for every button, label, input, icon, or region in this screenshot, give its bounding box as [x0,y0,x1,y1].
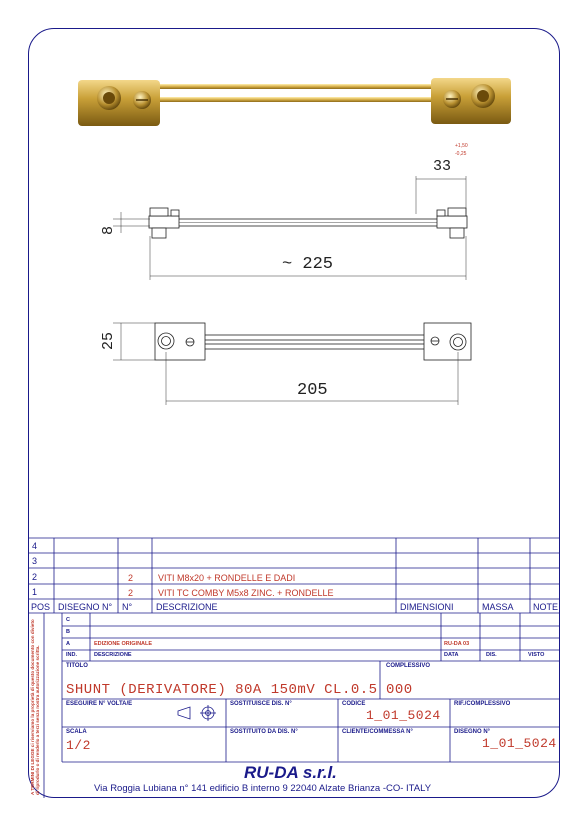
dim-33: 33 [433,158,452,175]
revision-header-desc: DESCRIZIONE [94,652,132,658]
codice-label: CODICE [342,701,366,707]
bom-row-1-desc: VITI TC COMBY M5x8 ZINC. + RONDELLE [158,588,334,598]
eseguire-label: ESEGUIRE N° VOLTA/E [66,701,133,707]
revision-a-desc: EDIZIONE ORIGINALE [94,641,153,647]
rif-complessivo-label: RIF./COMPLESSIVO [454,701,511,707]
revision-a-ref: RU-DA 03 [444,641,470,647]
sostituito-label: SOSTITUITO DA DIS. N° [230,729,298,735]
legal-note: A TERMINI DI LEGGE ci riserviamo la proprietà di questo documento con divieto di riprodurlo o di renderlo a terzi senza nostra autorizzazione scritta. [30,619,40,795]
disegno-value: 1_01_5024 [482,736,557,751]
revision-header-dis: DIS. [486,652,497,658]
bom-header-n: N° [122,602,133,612]
tolerance-plus: +1,50 [455,143,468,149]
revision-header-visto: VISTO [528,652,545,658]
bom-header-pos: POS [31,602,51,612]
dim-25: 25 [100,331,117,350]
bom-row-2-qty: 2 [128,573,134,583]
revision-c-ind: C [66,617,70,623]
bom-row-1-qty: 2 [128,588,134,598]
bom-row-4-pos: 4 [32,541,38,551]
dim-225: ~ 225 [282,255,334,274]
scala-value: 1/2 [66,738,91,753]
cliente-label: CLIENTE/COMMESSA N° [342,729,413,735]
bom-header-drawing: DISEGNO N° [58,602,113,612]
scala-label: SCALA [66,729,87,735]
bom-header-note: NOTE [533,602,559,612]
bom-header-desc: DESCRIZIONE [156,602,218,612]
complessivo-value: 000 [386,682,413,698]
titolo-value: SHUNT (DERIVATORE) 80A 150mV CL.0.5 [66,682,378,698]
company-address: Via Roggia Lubiana n° 141 edificio B interno 9 22040 Alzate Brianza -CO- ITALY [94,783,432,794]
shunt-photo [78,78,511,126]
revision-header-data: DATA [444,652,459,658]
side-view [149,208,467,238]
company-name: RU-DA s.r.l. [244,763,337,782]
top-view [155,323,471,360]
bom-row-2-pos: 2 [32,572,38,582]
bom-row-3-pos: 3 [32,556,38,566]
codice-value: 1_01_5024 [366,708,441,723]
dim-8: 8 [100,225,117,235]
revision-header-ind: IND. [66,652,77,658]
titolo-label: TITOLO [66,663,88,669]
bom-header-mass: MASSA [482,602,514,612]
complessivo-label: COMPLESSIVO [386,663,431,669]
bom-header-dim: DIMENSIONI [400,602,454,612]
dim-205: 205 [297,381,328,400]
revision-a-ind: A [66,641,70,647]
tolerance-minus: -0,25 [455,151,467,157]
bom-row-2-desc: VITI M8x20 + RONDELLE E DADI [158,573,296,583]
disegno-label: DISEGNO N° [454,729,491,735]
revision-b-ind: B [66,629,70,635]
sostituisce-label: SOSTITUISCE DIS. N° [230,701,292,707]
bom-row-1-pos: 1 [32,587,38,597]
